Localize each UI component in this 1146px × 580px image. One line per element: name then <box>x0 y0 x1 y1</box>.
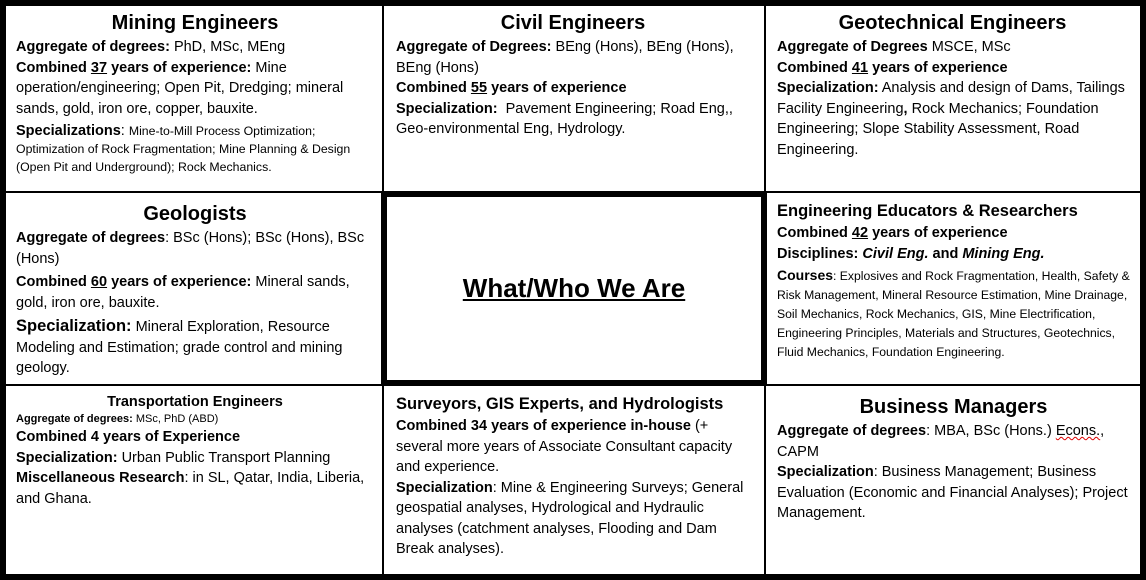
geologists-spec-value: Mineral Exploration, Resource Modeling and Estimation; grade control and mining geology. <box>16 319 343 376</box>
educators-courses-value: : Explosives and Rock Fragmentation, Health, Safety & Risk Management, Mineral Resource Estimation, Mine Drainage, Soil Mechanics, Rock Mechanics, GIS, Mine Electrification, Engineering Principles, Materials and Structures, Geotechnics, Fluid Mechanics, Foundation Engineering. <box>777 269 1130 359</box>
mining-exp-years: 37 <box>90 59 108 76</box>
cell-surveyors-gis-hydrologists <box>384 386 764 574</box>
cell-mining-engineers: Mining Engineers Aggregate of degrees: PhD, MSc, MEng Combined 37 years of experience: Mine operation/engineering; Open Pit, Dredging; mineral sands, gold, iron ore, copper, bauxite. Specializations: Mine-to-Mill Process Optimization; Optimization of Rock Fragmentation; Mine Planning & Design (Open Pit and Underground); Rock Mechanics. <box>6 6 382 191</box>
surveyors-exp-label: Combined 34 years of experience in-house <box>396 418 691 434</box>
geologists-exp-prefix: Combined <box>16 274 87 290</box>
geologists-exp-value: Mineral sands, gold, iron ore, bauxite. <box>16 274 350 311</box>
geologists-degrees-value: : BSc (Hons); BSc (Hons), BSc (Hons) <box>16 230 365 267</box>
center-title: What/Who We Are <box>462 273 686 303</box>
mining-degrees-value: PhD, MSc, MEng <box>173 39 286 55</box>
mining-title: Mining Engineers <box>111 12 279 34</box>
surveyors-spec-label: Specialization <box>396 479 493 496</box>
business-spec-value: : Business Management; Business Evaluation (Economic and Financial Analyses); Project Management. <box>777 464 1128 521</box>
educators-title: Engineering Educators & Researchers <box>777 202 1078 220</box>
geotech-spec-value-2: Rock Mechanics; Foundation Engineering; Slope Stability Assessment, Road Engineering. <box>777 100 1099 158</box>
educators-exp-label: years of experience <box>872 225 1008 241</box>
transport-misc-value: : in SL, Qatar, India, Liberia, and Ghana. <box>16 470 365 507</box>
transport-title: Transportation Engineers <box>107 394 283 410</box>
transport-degrees-value: MSc, PhD (ABD) <box>135 413 219 425</box>
business-degrees-value-2: , CAPM <box>777 423 1105 460</box>
civil-title: Civil Engineers <box>500 12 646 34</box>
educators-disc-2: Mining Eng. <box>962 245 1045 262</box>
geologists-exp-label: years of experience: <box>111 274 252 290</box>
geotech-degrees-value: MSCE, MSc <box>931 39 1011 55</box>
mining-spec-label: Specializations <box>16 123 121 139</box>
geologists-title: Geologists <box>143 203 247 225</box>
mining-exp-label: years of experience: <box>111 59 252 76</box>
transport-spec-label: Specialization: <box>16 449 118 466</box>
geotech-spec-value-1: Analysis and design of Dams, Tailings Facility Engineering <box>777 80 1125 117</box>
cell-business-managers <box>766 386 1140 574</box>
business-degrees-econ: Econs. <box>1055 423 1101 439</box>
surveyors-title: Surveyors, GIS Experts, and Hydrologists <box>396 395 724 413</box>
surveyors-spec-value: : Mine & Engineering Surveys; General geospatial analyses, Hydrological and Hydraulic analyses (catchment analyses, Flooding and Dam Break analyses). <box>396 479 744 557</box>
cell-geologists <box>6 193 382 384</box>
geotech-exp-prefix: Combined <box>777 59 848 76</box>
surveyors-exp-value: (+ several more years of Associate Consultant capacity and experience. <box>396 418 733 475</box>
transport-degrees-label: Aggregate of degrees: <box>16 413 133 425</box>
transport-spec-value: Urban Public Transport Planning <box>121 449 331 466</box>
educators-courses-label: Courses <box>777 267 834 283</box>
business-spec-label: Specialization <box>777 464 874 480</box>
geotech-degrees-label: Aggregate of Degrees <box>777 39 928 55</box>
business-degrees-value-1: : MBA, BSc (Hons.) <box>926 423 1052 439</box>
civil-spec-value: Pavement Engineering; Road Eng,, Geo-environmental Eng, Hydrology. <box>396 100 733 137</box>
geologists-exp-years: 60 <box>90 274 108 290</box>
geotech-title: Geotechnical Engineers <box>838 12 1067 34</box>
civil-exp-label: years of experience <box>491 80 627 96</box>
mining-exp-value: Mine operation/engineering; Open Pit, Dredging; mineral sands, gold, iron ore, copper, bauxite. <box>16 59 344 117</box>
educators-disc-label: Disciplines: <box>777 245 859 262</box>
cell-civil-engineers <box>384 6 764 191</box>
business-title: Business Managers <box>859 396 1048 418</box>
civil-degrees-value: BEng (Hons), BEng (Hons), BEng (Hons) <box>396 39 734 76</box>
cell-transportation-engineers <box>6 386 382 574</box>
geotech-exp-years: 41 <box>851 59 869 76</box>
cell-educators-researchers <box>767 193 1140 384</box>
civil-exp-years: 55 <box>470 80 488 96</box>
mining-degrees-label: Aggregate of degrees: <box>16 39 170 55</box>
educators-exp-prefix: Combined <box>777 225 848 241</box>
center-box <box>381 191 767 386</box>
educators-disc-1: Civil Eng. <box>862 245 929 262</box>
cell-geotechnical-engineers <box>766 6 1140 191</box>
business-degrees-label: Aggregate of degrees <box>777 423 927 439</box>
educators-disc-and: and <box>932 245 959 262</box>
geologists-spec-label: Specialization: <box>16 317 132 335</box>
geotech-exp-label: years of experience <box>872 59 1008 76</box>
geologists-degrees-label: Aggregate of degrees <box>16 230 166 246</box>
geotech-spec-label: Specialization: <box>777 80 879 96</box>
geotech-spec-comma: , <box>903 100 908 117</box>
educators-exp-years: 42 <box>851 225 869 241</box>
civil-exp-prefix: Combined <box>396 80 467 96</box>
mining-exp-prefix: Combined <box>16 59 87 76</box>
civil-spec-label: Specialization: <box>396 100 498 117</box>
transport-misc-label: Miscellaneous Research <box>16 470 185 486</box>
civil-degrees-label: Aggregate of Degrees: <box>396 39 552 55</box>
mining-spec-value: Mine-to-Mill Process Optimization; Optimization of Rock Fragmentation; Mine Planning & Design (Open Pit and Underground); Rock Mechanics. <box>16 124 351 174</box>
transport-exp-label: Combined 4 years of Experience <box>16 429 241 445</box>
